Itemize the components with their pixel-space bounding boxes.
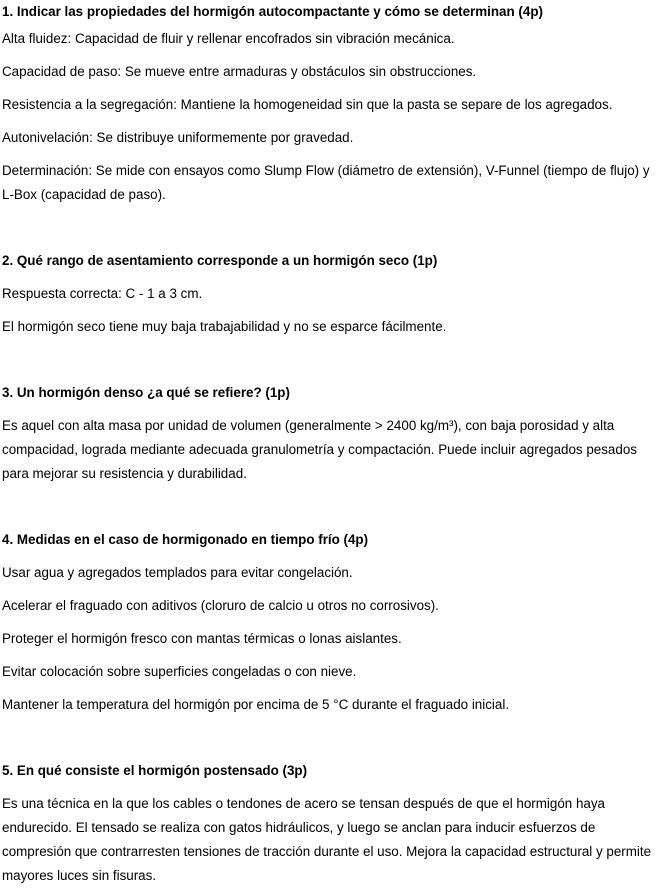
paragraph: Es una técnica en la que los cables o tendones de acero se tensan después de que el hormigón haya endurecido. El tensado se realiza con gatos hidráulicos, y luego se anclan para inducir esfuerzos de compresión que contrarresten tensiones de tracción durante el uso. Mejora la capacidad estructural y permite mayores luces sin fisuras.	[2, 796, 652, 883]
paragraph: Usar agua y agregados templados para evitar congelación.	[2, 565, 353, 580]
paragraph: Acelerar el fraguado con aditivos (cloruro de calcio u otros no corrosivos).	[2, 598, 439, 613]
paragraph: Es aquel con alta masa por unidad de volumen (generalmente > 2400 kg/m³), con baja porosidad y alta compacidad, lograda mediante adecuada granulometría y compactación. Puede incluir agregados pesados para mejorar su resistencia y durabilidad.	[2, 418, 637, 481]
section-3	[2, 381, 660, 486]
section-heading: 5. En qué consiste el hormigón postensado (3p)	[2, 763, 308, 778]
paragraph: Autonivelación: Se distribuye uniformemente por gravedad.	[2, 130, 354, 145]
paragraph: Evitar colocación sobre superficies congeladas o con nieve.	[2, 664, 357, 679]
section-1	[2, 0, 660, 207]
paragraph: Resistencia a la segregación: Mantiene la homogeneidad sin que la pasta se separe de los agregados.	[2, 97, 613, 112]
paragraph: Proteger el hormigón fresco con mantas térmicas o lonas aislantes.	[2, 631, 402, 646]
document-page	[2, 0, 660, 888]
section-2	[2, 249, 660, 339]
section-heading: 4. Medidas en el caso de hormigonado en tiempo frío (4p)	[2, 532, 369, 547]
section-heading: 3. Un hormigón denso ¿a qué se refiere? (1p)	[2, 385, 290, 400]
section-heading: 2. Qué rango de asentamiento corresponde a un hormigón seco (1p)	[2, 253, 438, 268]
paragraph: Respuesta correcta: C - 1 a 3 cm.	[2, 286, 203, 301]
section-heading: 1. Indicar las propiedades del hormigón autocompactante y cómo se determinan (4p)	[2, 4, 543, 19]
paragraph: Alta fluidez: Capacidad de fluir y rellenar encofrados sin vibración mecánica.	[2, 31, 455, 46]
section-5	[2, 759, 660, 888]
paragraph: Mantener la temperatura del hormigón por encima de 5 °C durante el fraguado inicial.	[2, 697, 510, 712]
paragraph: Capacidad de paso: Se mueve entre armaduras y obstáculos sin obstrucciones.	[2, 64, 477, 79]
paragraph: Determinación: Se mide con ensayos como Slump Flow (diámetro de extensión), V-Funnel (tiempo de flujo) y L-Box (capacidad de paso).	[2, 163, 650, 202]
paragraph: El hormigón seco tiene muy baja trabajabilidad y no se esparce fácilmente.	[2, 319, 447, 334]
section-4	[2, 528, 660, 717]
